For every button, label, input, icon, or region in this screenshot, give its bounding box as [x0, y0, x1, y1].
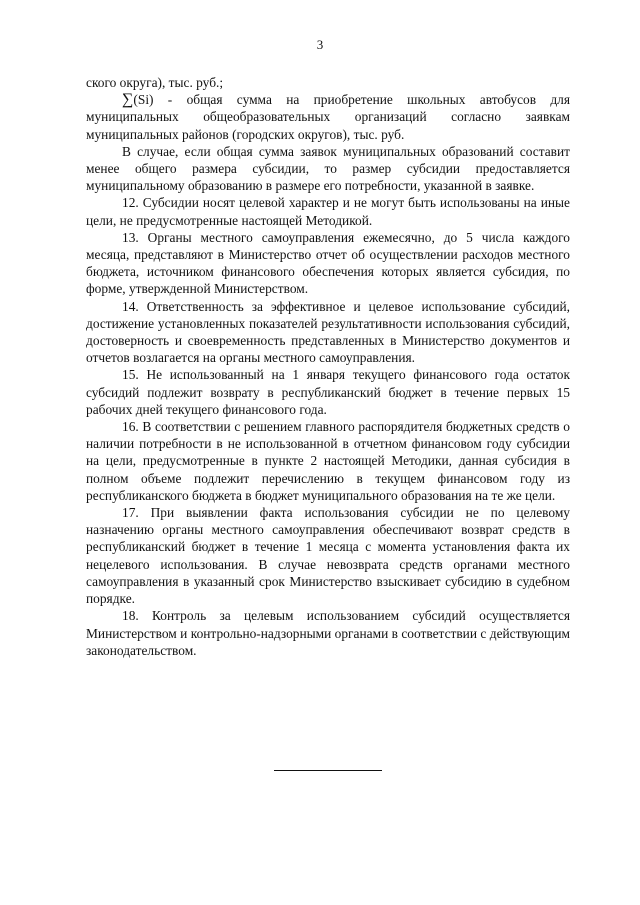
paragraph-17: 17. При выявлении факта использования субсидии не по целевому назначению органы местного самоуправления обеспечивают возврат средств в республиканский бюджет в течение 1 месяца с момента установления факта их нецелевого использования. В случае невозврата средств органами местного самоуправления в указанный срок Министерство взыскивает субсидию в судебном порядке. [86, 505, 570, 607]
sigma-symbol: ∑ [122, 91, 134, 109]
end-rule-divider [274, 770, 382, 771]
page-number: 3 [316, 37, 324, 52]
paragraph-15: 15. Не использованный на 1 января текущего финансового года остаток субсидий подлежит возврату в республиканский бюджет в течение первых 15 рабочих дней текущего финансового года. [86, 367, 570, 417]
paragraph-16: 16. В соответствии с решением главного распорядителя бюджетных средств о наличии потребности в не использованной в отчетном финансовом году субсидии на цели, предусмотренные в пункте 2 настоящей Методики, данная субсидия в полном объеме подлежит перечислению в текущем финансовом году из республиканского бюджета в бюджет муниципального образования на те же цели. [86, 419, 570, 503]
paragraph-18: 18. Контроль за целевым использованием субсидий осуществляется Министерством и контрольно-надзорными органами в соответствии с действующим законодательством. [86, 608, 570, 658]
paragraph-13: 13. Органы местного самоуправления ежемесячно, до 5 числа каждого месяца, представляют в Министерство отчет об осуществлении расходов местного бюджета, источником финансового обеспечения которых является субсидия, по форме, утвержденной Министерством. [86, 229, 570, 297]
paragraph-shortfall-case: В случае, если общая сумма заявок муниципальных образований составит менее общего размера субсидии, то размер субсидии предоставляется муниципальному образованию в размере его потребности, указанной в заявке. [86, 143, 570, 194]
paragraph-continuation: ского округа), тыс. руб.; [86, 75, 224, 90]
paragraph-sum-definition [86, 91, 570, 143]
paragraph-14: 14. Ответственность за эффективное и целевое использование субсидий, достижение установленных показателей результативности использования субсидий, достоверность и своевременность представленных в Министерство документов и отчетов возлагается на органы местного самоуправления. [86, 298, 570, 366]
document-body [86, 74, 570, 659]
formula-si: (Si) [133, 92, 154, 108]
sum-definition-text: - общая сумма на приобретение школьных автобусов для муниципальных общеобразовательных организаций согласно заявкам муниципальных районов (городских округов), тыс. руб. [86, 92, 570, 142]
paragraph-12: 12. Субсидии носят целевой характер и не могут быть использованы на иные цели, не предусмотренные настоящей Методикой. [86, 195, 570, 228]
